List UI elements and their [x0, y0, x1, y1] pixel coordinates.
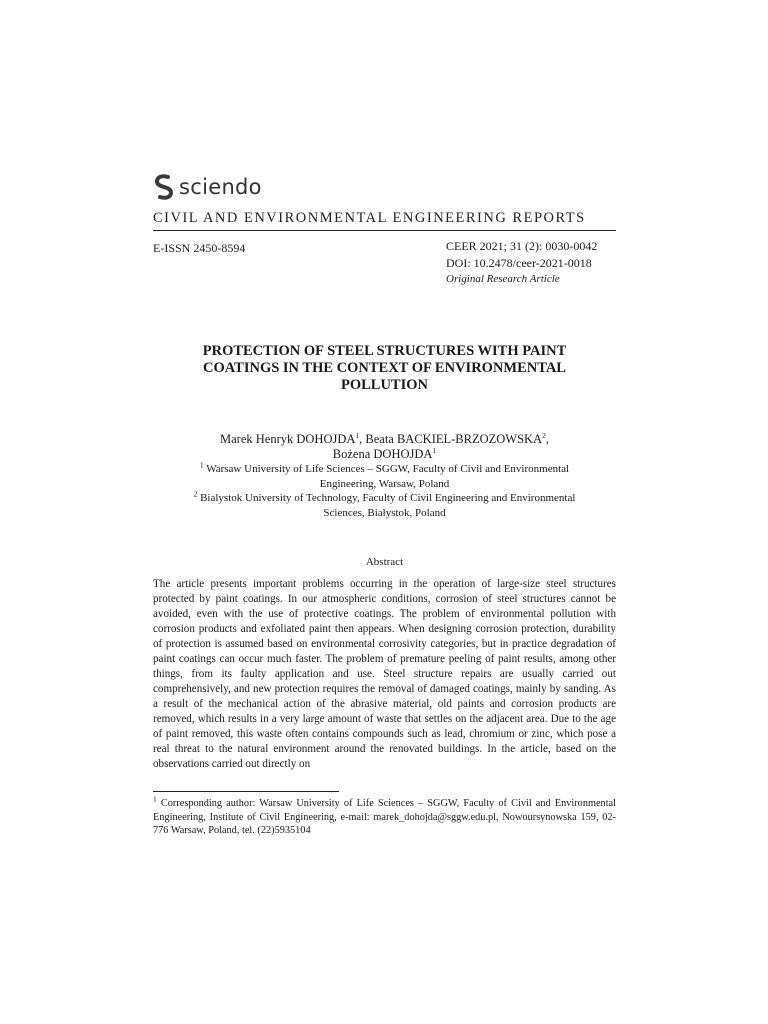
footnote-text: Corresponding author: Warsaw University of Life Sciences – SGGW, Faculty of Civil and Environmental Engineering, Institute of Civil Engineering, e-mail: marek_dohojda@sggw.edu.pl, Nowoursynowska 159, 02-776 Warsaw, Poland, tel. (22)5935104	[153, 798, 616, 836]
sciendo-logo-icon	[153, 174, 175, 200]
affiliation: $^1$ Warsaw University of Life Sciences – SGGW, Faculty of Civil and Environmental Engineering, Warsaw, Poland	[199, 460, 570, 490]
footnote-divider	[153, 791, 339, 792]
publisher-name: sciendo	[179, 175, 262, 199]
author-affiliation-mark: 1	[432, 445, 437, 455]
footnote-mark: 1	[153, 794, 157, 804]
article-meta	[446, 238, 597, 288]
affiliation: $^2$ Bialystok University of Technology, Faculty of Civil Engineering and Environmental Sciences, Białystok, Poland	[193, 489, 576, 519]
article-title	[153, 343, 616, 394]
journal-header	[153, 210, 616, 231]
doi: DOI: 10.2478/ceer-2021-0018	[446, 255, 592, 270]
citation: CEER 2021; 31 (2): 0030-0042	[446, 239, 598, 253]
publisher-logo	[153, 172, 262, 202]
author-name: Bożena DOHOJDA	[332, 447, 433, 461]
journal-name: CIVIL AND ENVIRONMENTAL ENGINEERING REPORTS	[153, 210, 586, 226]
author-name: Beata BACKIEL-BRZOZOWSKA	[365, 432, 543, 446]
author-name: Marek Henryk DOHOJDA	[220, 432, 356, 446]
issn: E-ISSN 2450-8594	[153, 241, 246, 255]
title-line: COATINGS IN THE CONTEXT OF ENVIRONMENTAL	[203, 360, 566, 376]
article-type: Original Research Article	[446, 273, 560, 285]
abstract-text: The article presents important problems occurring in the operation of large-size steel structures protected by paint coatings. In our atmospheric conditions, corrosion of steel structures cannot be avoided, even with the use of protective coatings. The problem of environmental pollution with corrosion products and exfoliated paint then appears. When designing corrosion protection, durability of protection is assumed based on environmental corrosivity categories, but in practice degradation of paint coatings can occur much faster. The problem of premature peeling of paint results, among other things, from its faulty application and use. Steel structure repairs are usually carried out comprehensively, and new protection requires the removal of damaged coatings, mainly by sanding. As a result of the mechanical action of the abrasive material, old paints and corrosion products are removed, which results in a very large amount of waste that settles on the adjacent area. Due to the age of paint removed, this waste often contains compounds such as lead, chromium or zinc, which pose a real threat to the natural environment around the renovated buildings. In the article, based on the observations carried out directly on	[153, 578, 616, 770]
author-affiliation-mark: 1	[355, 430, 360, 440]
author-affiliation-mark: 2	[542, 430, 546, 440]
abstract-heading: Abstract	[365, 556, 404, 568]
title-line: PROTECTION OF STEEL STRUCTURES WITH PAINT	[202, 343, 567, 359]
author-list: Marek Henryk DOHOJDA$^1$, Beata BACKIEL-BRZOZOWSKA$^2$, Bożena DOHOJDA$^1$	[220, 430, 549, 461]
title-line: POLLUTION	[340, 377, 428, 393]
footnote	[153, 794, 616, 838]
affiliations	[153, 462, 616, 520]
